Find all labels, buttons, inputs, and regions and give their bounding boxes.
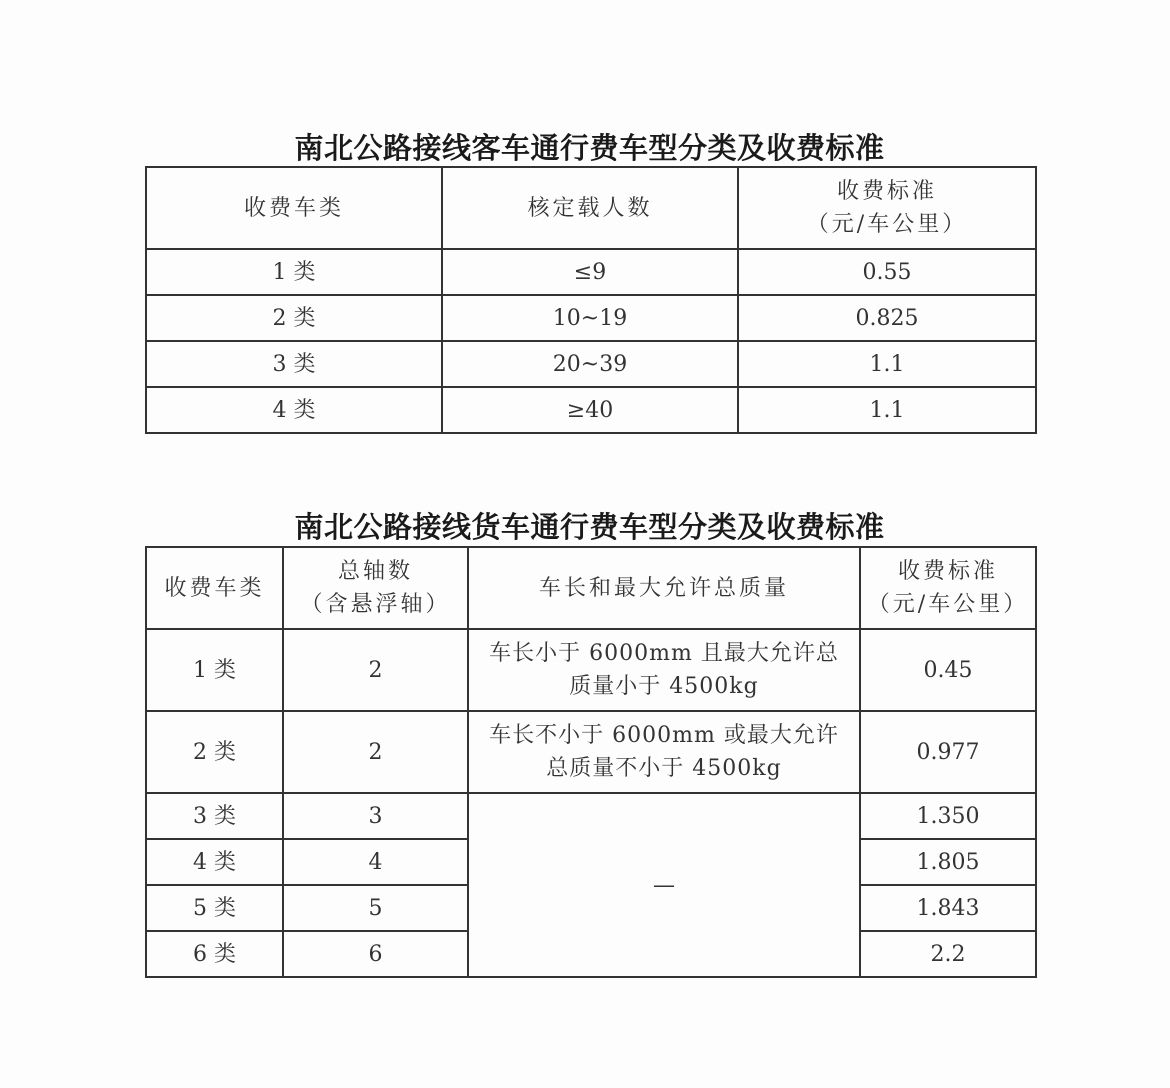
cell-length-weight: 车长不小于 6000mm 或最大允许总质量不小于 4500kg [468, 711, 860, 793]
header-rate-line1: 收费标准 [836, 179, 937, 204]
header-axles-line2: （含悬浮轴） [300, 592, 451, 617]
header-length-weight: 车长和最大允许总质量 [468, 547, 860, 629]
header-category: 收费车类 [146, 547, 283, 629]
freight-table-title: 南北公路接线货车通行费车型分类及收费标准 [294, 510, 885, 544]
cell-category: 6 类 [146, 931, 283, 977]
passenger-fee-table [145, 166, 1037, 434]
freight-fee-table [145, 546, 1037, 978]
cell-rate: 0.977 [860, 711, 1036, 793]
table-row [146, 711, 1036, 793]
table-row [146, 387, 1036, 433]
cell-rate: 1.805 [860, 839, 1036, 885]
cell-category: 5 类 [146, 885, 283, 931]
table-row [146, 341, 1036, 387]
cell-rate: 1.350 [860, 793, 1036, 839]
cell-axles: 2 [283, 711, 468, 793]
cell-seats: ≤9 [442, 249, 738, 295]
header-category: 收费车类 [146, 167, 442, 249]
table-row [146, 249, 1036, 295]
table-header-row [146, 167, 1036, 249]
cell-seats: ≥40 [442, 387, 738, 433]
cell-axles: 6 [283, 931, 468, 977]
table-row [146, 629, 1036, 711]
cell-seats: 20~39 [442, 341, 738, 387]
table-header-row [146, 547, 1036, 629]
cell-category: 4 类 [146, 839, 283, 885]
cell-rate: 0.825 [738, 295, 1036, 341]
table-row [146, 793, 1036, 839]
header-rate-line2: （元/车公里） [867, 592, 1029, 617]
cell-axles: 5 [283, 885, 468, 931]
cell-category: 2 类 [146, 711, 283, 793]
cell-axles: 2 [283, 629, 468, 711]
cell-length-weight-merged: — [468, 793, 860, 977]
cell-axles: 3 [283, 793, 468, 839]
cell-rate: 1.1 [738, 341, 1036, 387]
cell-category: 1 类 [146, 629, 283, 711]
cell-category: 4 类 [146, 387, 442, 433]
cell-category: 3 类 [146, 341, 442, 387]
header-rate-line1: 收费标准 [897, 559, 998, 584]
header-rate [860, 547, 1036, 629]
header-axles [283, 547, 468, 629]
cell-category: 1 类 [146, 249, 442, 295]
cell-rate: 2.2 [860, 931, 1036, 977]
cell-axles: 4 [283, 839, 468, 885]
table-row [146, 295, 1036, 341]
cell-rate: 0.45 [860, 629, 1036, 711]
header-rate-line2: （元/车公里） [806, 212, 968, 237]
cell-seats: 10~19 [442, 295, 738, 341]
header-rate [738, 167, 1036, 249]
cell-rate: 1.843 [860, 885, 1036, 931]
cell-category: 3 类 [146, 793, 283, 839]
header-axles-line1: 总轴数 [337, 559, 413, 584]
cell-length-weight: 车长小于 6000mm 且最大允许总质量小于 4500kg [468, 629, 860, 711]
cell-rate: 1.1 [738, 387, 1036, 433]
passenger-table-title: 南北公路接线客车通行费车型分类及收费标准 [294, 131, 885, 165]
header-seats: 核定载人数 [442, 167, 738, 249]
cell-category: 2 类 [146, 295, 442, 341]
cell-rate: 0.55 [738, 249, 1036, 295]
